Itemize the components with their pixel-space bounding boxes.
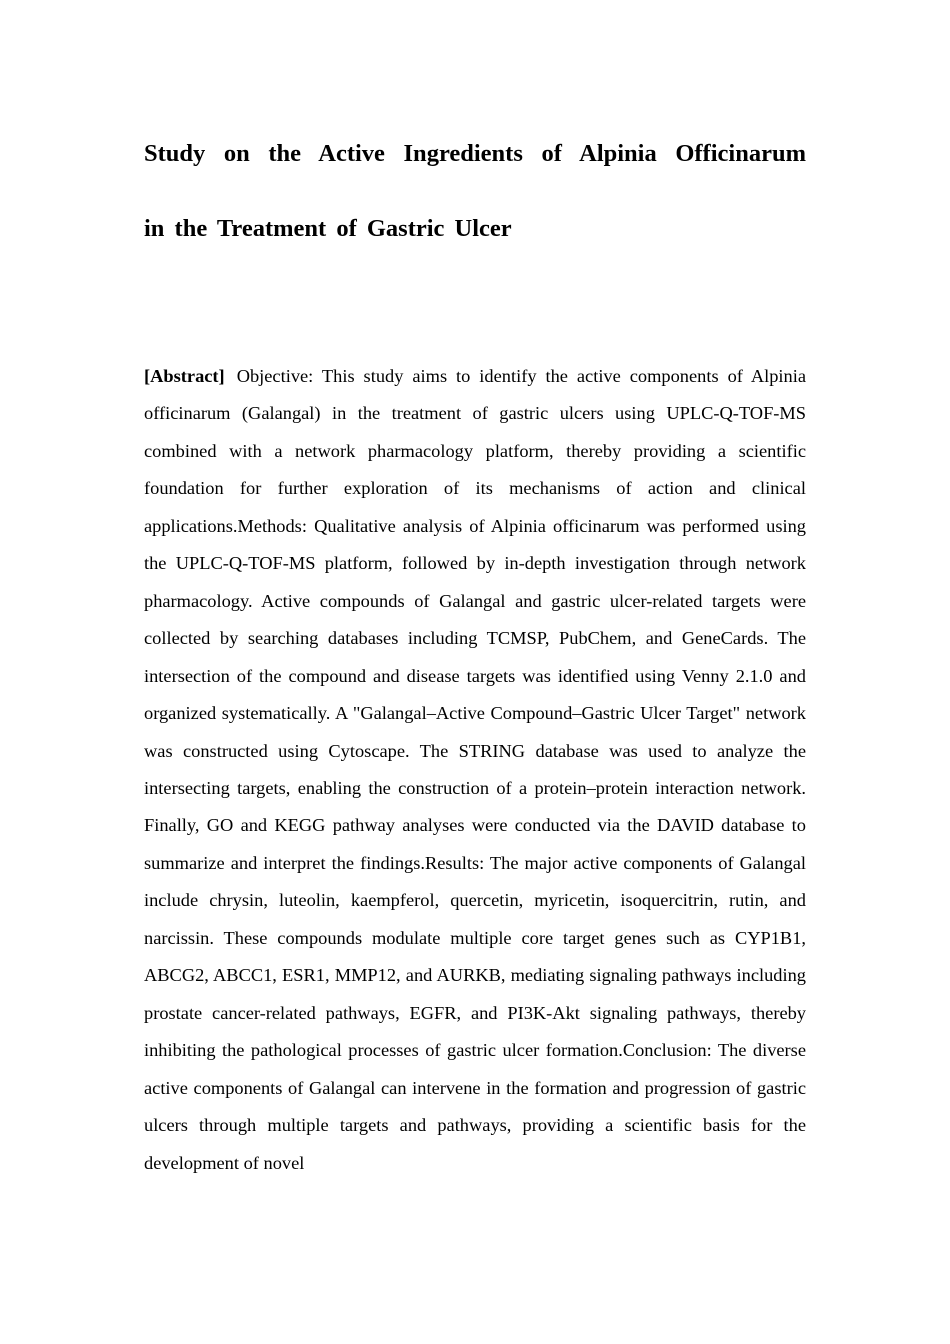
title-line-1: Study on the Active Ingredients of Alpinia Officinarum xyxy=(144,140,806,167)
paper-page xyxy=(144,0,806,1173)
paper-title xyxy=(144,0,806,266)
title-line-2: in the Treatment of Gastric Ulcer xyxy=(144,215,512,242)
abstract-paragraph xyxy=(144,358,806,1220)
abstract-label: [Abstract] xyxy=(144,366,225,386)
abstract-text: Objective: This study aims to identify the active components of Alpinia officinarum (Galangal) in the treatment of gastric ulcers using UPLC-Q-TOF-MS combined with a network pharmacology platform, thereby providing a scientific foundation for further exploration of its mechanisms of action and clinical applications.Methods: Qualitative analysis of Alpinia officinarum was performed using the UPLC-Q-TOF-MS platform, followed by in-depth investigation through network pharmacology. Active compounds of Galangal and gastric ulcer-related targets were collected by searching databases including TCMSP, PubChem, and GeneCards. The intersection of the compound and disease targets was identified using Venny 2.1.0 and organized systematically. A "Galangal–Active Compound–Gastric Ulcer Target" network was constructed using Cytoscape. The STRING database was used to analyze the intersecting targets, enabling the construction of a protein–protein interaction network. Finally, GO and KEGG pathway analyses were conducted via the DAVID database to summarize and interpret the findings.Results: The major active components of Galangal include chrysin, luteolin, kaempferol, quercetin, myricetin, isoquercitrin, rutin, and narcissin. These compounds modulate multiple core target genes such as CYP1B1, ABCG2, ABCC1, ESR1, MMP12, and AURKB, mediating signaling pathways including prostate cancer-related pathways, EGFR, and PI3K-Akt signaling pathways, thereby inhibiting the pathological processes of gastric ulcer formation.Conclusion: The diverse active components of Galangal can intervene in the formation and progression of gastric ulcers through multiple targets and pathways, providing a scientific basis for the development of novel xyxy=(144,366,806,1173)
